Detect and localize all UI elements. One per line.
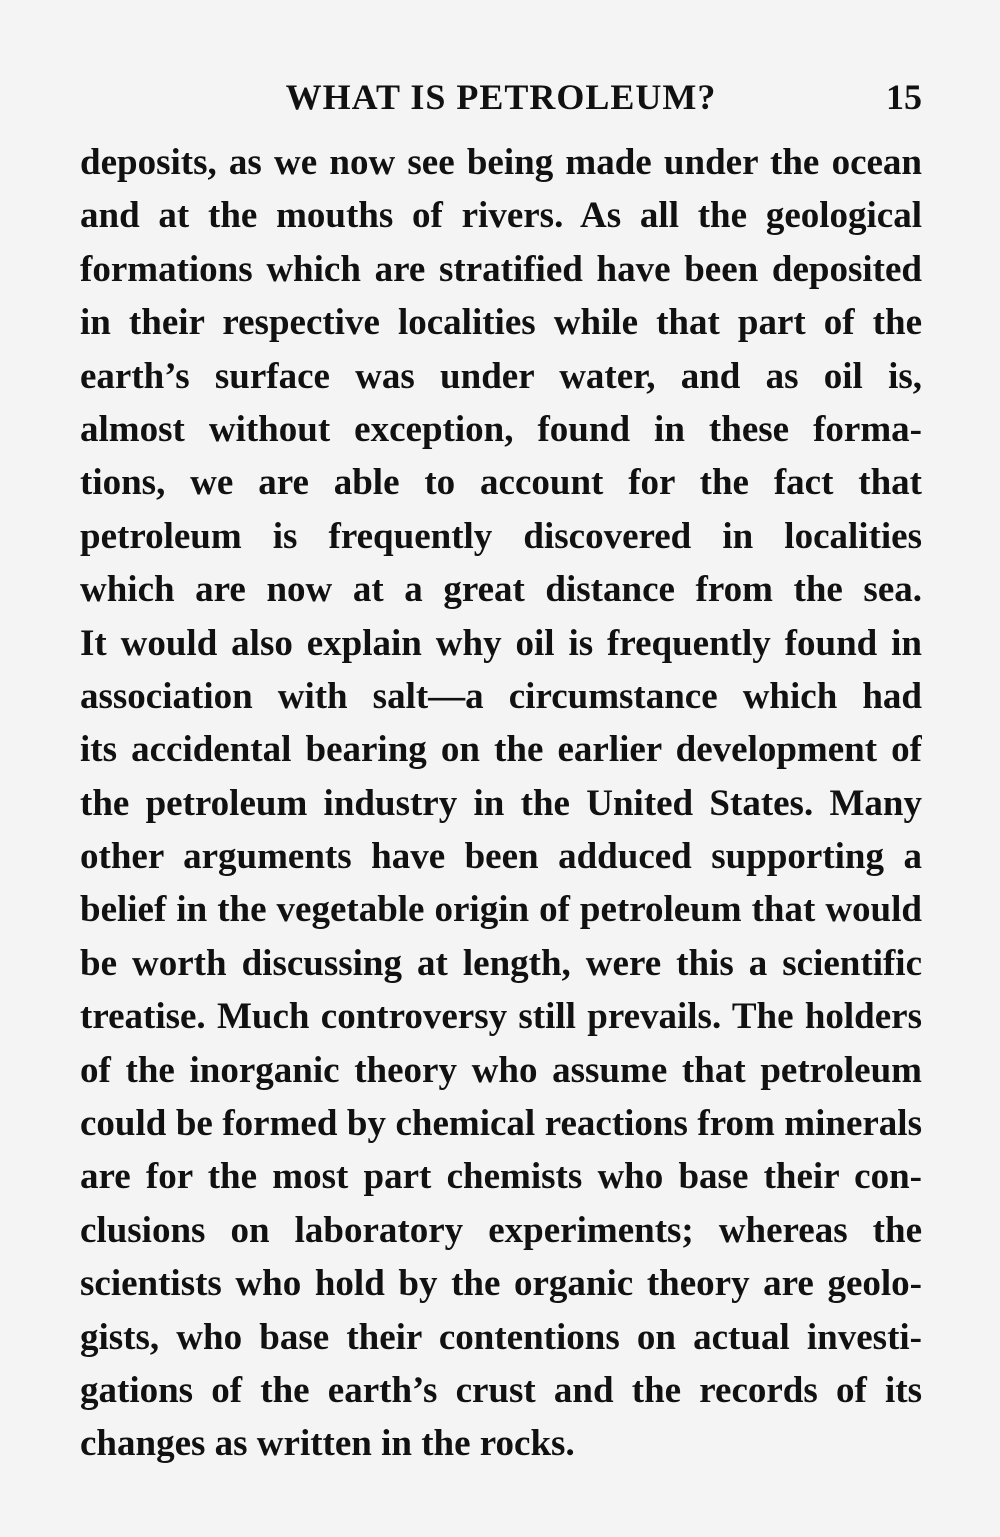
text-line: petroleum is frequently discovered in localities (80, 515, 922, 557)
text-line: tions, we are able to account for the fact that (80, 462, 922, 504)
text-line: be worth discussing at length, were this a scientific (80, 942, 922, 984)
text-line: changes as written in the rocks. (80, 1423, 575, 1465)
text-line: the petroleum industry in the United States. Many (80, 782, 922, 824)
text-line: belief in the vegetable origin of petroleum that would (80, 889, 922, 931)
text-line: almost without exception, found in these forma- (80, 408, 922, 450)
body-paragraph (80, 136, 922, 1471)
text-line: could be formed by chemical reactions from minerals (80, 1103, 922, 1145)
text-line: It would also explain why oil is frequently found in (80, 622, 922, 664)
text-line: scientists who hold by the organic theory are geolo- (80, 1263, 922, 1305)
text-line: earth’s surface was under water, and as oil is, (80, 355, 922, 397)
text-line: association with salt—a circumstance which had (80, 675, 922, 717)
text-line: and at the mouths of rivers. As all the geological (80, 195, 922, 237)
text-line: its accidental bearing on the earlier development of (80, 729, 922, 771)
text-line: treatise. Much controversy still prevails. The holders (80, 996, 922, 1038)
running-head (80, 72, 922, 122)
text-line: clusions on laboratory experiments; whereas the (80, 1209, 922, 1251)
text-line: which are now at a great distance from the sea. (80, 569, 922, 611)
text-line: gations of the earth’s crust and the records of its (80, 1369, 922, 1411)
running-title: WHAT IS PETROLEUM? (285, 77, 717, 117)
text-line: deposits, as we now see being made under the ocean (80, 142, 922, 183)
text-line: are for the most part chemists who base their con- (80, 1156, 922, 1198)
text-line: gists, who base their contentions on actual investi- (80, 1316, 922, 1358)
page-number: 15 (886, 77, 922, 117)
text-line: other arguments have been adduced supporting a (80, 836, 922, 878)
text-line: in their respective localities while that part of the (80, 302, 922, 344)
text-line: formations which are stratified have been deposited (80, 248, 922, 290)
text-line: of the inorganic theory who assume that petroleum (80, 1049, 922, 1091)
